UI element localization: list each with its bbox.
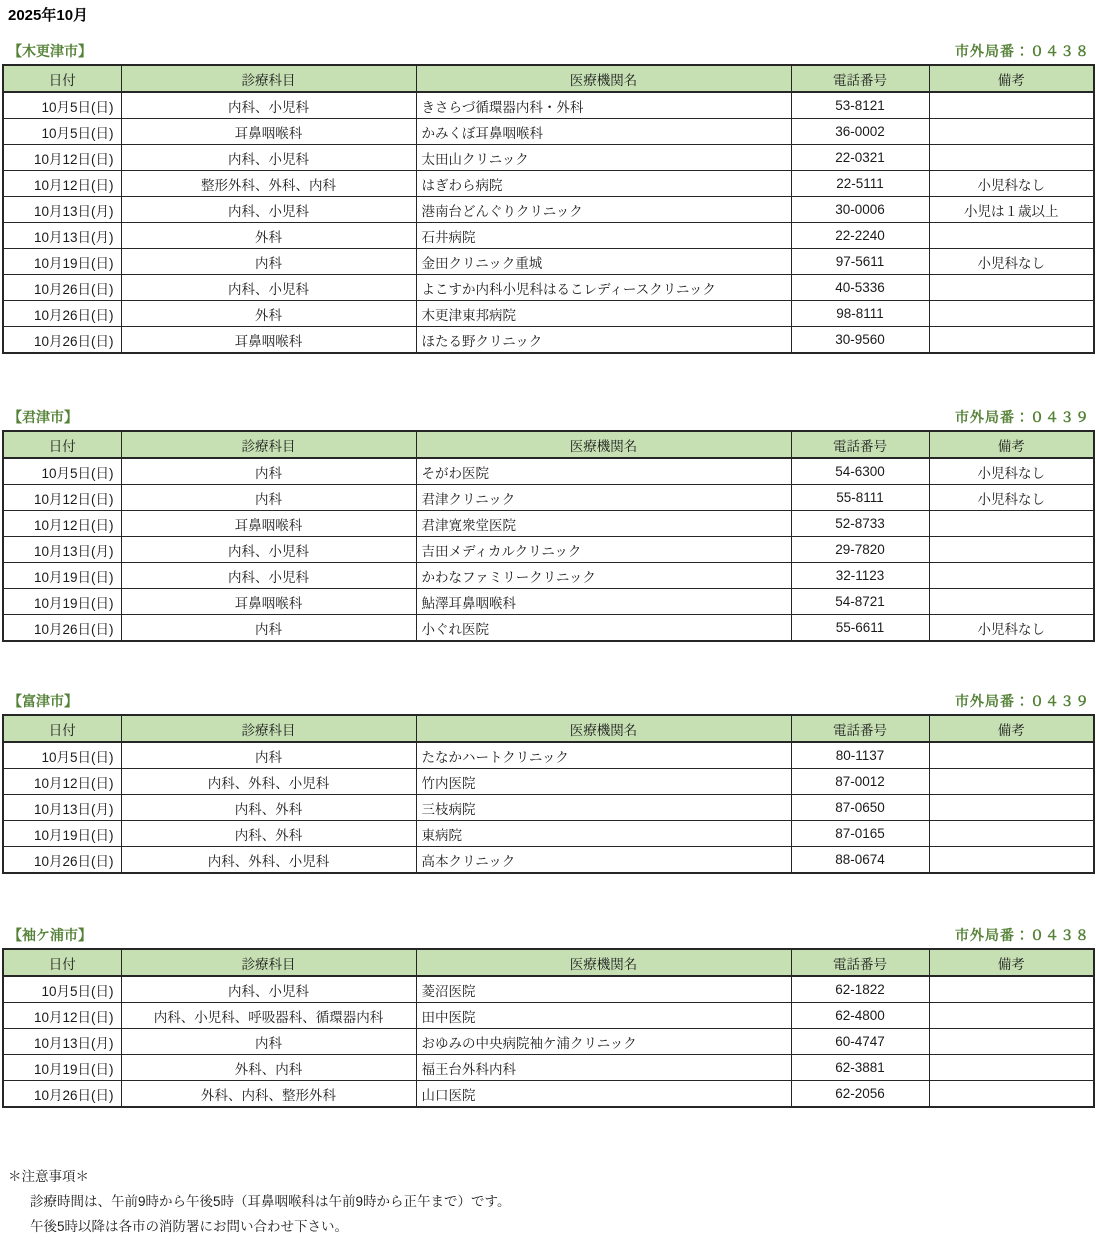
table-row <box>3 1081 1094 1108</box>
cell-note: 小児科なし <box>929 171 1094 197</box>
cell-note <box>929 1081 1094 1108</box>
cell-dept: 耳鼻咽喉科 <box>121 511 416 537</box>
cell-dept: 外科 <box>121 301 416 327</box>
table-row <box>3 275 1094 301</box>
cell-date: 10月5日(日) <box>3 742 121 769</box>
cell-name: 竹内医院 <box>416 769 791 795</box>
schedule-table <box>2 948 1095 1108</box>
cell-dept: 内科、小児科 <box>121 976 416 1003</box>
table-row <box>3 1055 1094 1081</box>
cell-phone: 62-3881 <box>791 1055 929 1081</box>
cell-dept: 耳鼻咽喉科 <box>121 119 416 145</box>
cell-date: 10月13日(月) <box>3 1029 121 1055</box>
section-title: 【君津市】 <box>8 409 78 425</box>
cell-date: 10月26日(日) <box>3 847 121 874</box>
cell-phone: 55-6611 <box>791 615 929 642</box>
cell-date: 10月13日(月) <box>3 795 121 821</box>
cell-note <box>929 847 1094 874</box>
cell-dept: 内科、外科 <box>121 821 416 847</box>
cell-note <box>929 301 1094 327</box>
column-header: 日付 <box>3 65 121 92</box>
cell-note <box>929 145 1094 171</box>
cell-date: 10月19日(日) <box>3 563 121 589</box>
column-header: 診療科目 <box>121 949 416 976</box>
area-code-label: 市外局番：０４３９ <box>955 409 1090 425</box>
cell-date: 10月26日(日) <box>3 275 121 301</box>
table-row <box>3 795 1094 821</box>
cell-dept: 内科 <box>121 1029 416 1055</box>
notes-section <box>8 1164 1096 1239</box>
cell-note <box>929 327 1094 354</box>
cell-phone: 80-1137 <box>791 742 929 769</box>
section-header <box>8 408 1090 426</box>
table-row <box>3 511 1094 537</box>
section-header <box>8 42 1090 60</box>
cell-date: 10月12日(日) <box>3 171 121 197</box>
table-row <box>3 1003 1094 1029</box>
table-row <box>3 742 1094 769</box>
cell-note <box>929 275 1094 301</box>
cell-dept: 内科 <box>121 742 416 769</box>
column-header: 日付 <box>3 715 121 742</box>
table-row <box>3 145 1094 171</box>
table-row <box>3 119 1094 145</box>
column-header: 電話番号 <box>791 65 929 92</box>
cell-note <box>929 821 1094 847</box>
cell-date: 10月13日(月) <box>3 197 121 223</box>
cell-note: 小児は１歳以上 <box>929 197 1094 223</box>
cell-phone: 32-1123 <box>791 563 929 589</box>
cell-phone: 40-5336 <box>791 275 929 301</box>
cell-phone: 52-8733 <box>791 511 929 537</box>
cell-name: はぎわら病院 <box>416 171 791 197</box>
column-header: 医療機関名 <box>416 715 791 742</box>
area-code-label: 市外局番：０４３８ <box>955 927 1090 943</box>
cell-name: かわなファミリークリニック <box>416 563 791 589</box>
cell-date: 10月26日(日) <box>3 615 121 642</box>
table-row <box>3 327 1094 354</box>
cell-dept: 内科、小児科 <box>121 275 416 301</box>
cell-name: 東病院 <box>416 821 791 847</box>
table-row <box>3 223 1094 249</box>
cell-date: 10月19日(日) <box>3 249 121 275</box>
cell-name: 菱沼医院 <box>416 976 791 1003</box>
cell-date: 10月5日(日) <box>3 119 121 145</box>
cell-phone: 60-4747 <box>791 1029 929 1055</box>
schedule-table <box>2 430 1095 642</box>
cell-phone: 55-8111 <box>791 485 929 511</box>
cell-note <box>929 795 1094 821</box>
cell-note <box>929 119 1094 145</box>
section-title: 【袖ケ浦市】 <box>8 927 92 943</box>
cell-name: かみくぼ耳鼻咽喉科 <box>416 119 791 145</box>
column-header: 診療科目 <box>121 65 416 92</box>
cell-date: 10月12日(日) <box>3 769 121 795</box>
column-header: 備考 <box>929 65 1094 92</box>
cell-dept: 内科、外科 <box>121 795 416 821</box>
cell-name: 石井病院 <box>416 223 791 249</box>
cell-note <box>929 1029 1094 1055</box>
cell-phone: 54-8721 <box>791 589 929 615</box>
cell-name: たなかハートクリニック <box>416 742 791 769</box>
cell-note <box>929 1055 1094 1081</box>
cell-name: 君津クリニック <box>416 485 791 511</box>
table-row <box>3 589 1094 615</box>
area-code-label: 市外局番：０４３９ <box>955 693 1090 709</box>
column-header: 診療科目 <box>121 715 416 742</box>
cell-date: 10月5日(日) <box>3 976 121 1003</box>
cell-name: 君津寛衆堂医院 <box>416 511 791 537</box>
table-header-row <box>3 715 1094 742</box>
cell-name: 山口医院 <box>416 1081 791 1108</box>
column-header: 電話番号 <box>791 431 929 458</box>
note-line: 診療時間は、午前9時から午後5時（耳鼻咽喉科は午前9時から正午まで）です。 <box>30 1194 511 1209</box>
cell-dept: 内科 <box>121 615 416 642</box>
cell-phone: 54-6300 <box>791 458 929 485</box>
schedule-table <box>2 64 1095 354</box>
cell-note <box>929 563 1094 589</box>
table-row <box>3 1029 1094 1055</box>
cell-name: 鮎澤耳鼻咽喉科 <box>416 589 791 615</box>
table-row <box>3 485 1094 511</box>
cell-date: 10月19日(日) <box>3 589 121 615</box>
cell-phone: 62-1822 <box>791 976 929 1003</box>
column-header: 日付 <box>3 431 121 458</box>
cell-note: 小児科なし <box>929 249 1094 275</box>
column-header: 電話番号 <box>791 715 929 742</box>
table-header-row <box>3 65 1094 92</box>
cell-phone: 22-2240 <box>791 223 929 249</box>
cell-note <box>929 511 1094 537</box>
cell-dept: 整形外科、外科、内科 <box>121 171 416 197</box>
cell-name: おゆみの中央病院袖ケ浦クリニック <box>416 1029 791 1055</box>
cell-dept: 内科 <box>121 249 416 275</box>
notes-title: ＊注意事項＊ <box>8 1169 89 1184</box>
cell-name: よこすか内科小児科はるこレディースクリニック <box>416 275 791 301</box>
column-header: 医療機関名 <box>416 65 791 92</box>
cell-dept: 内科、小児科 <box>121 563 416 589</box>
cell-phone: 62-4800 <box>791 1003 929 1029</box>
cell-date: 10月12日(日) <box>3 145 121 171</box>
cell-date: 10月26日(日) <box>3 1081 121 1108</box>
cell-name: そがわ医院 <box>416 458 791 485</box>
cell-note: 小児科なし <box>929 485 1094 511</box>
cell-phone: 88-0674 <box>791 847 929 874</box>
cell-name: 吉田メディカルクリニック <box>416 537 791 563</box>
table-header-row <box>3 431 1094 458</box>
cell-dept: 外科 <box>121 223 416 249</box>
cell-phone: 30-9560 <box>791 327 929 354</box>
table-row <box>3 769 1094 795</box>
cell-phone: 62-2056 <box>791 1081 929 1108</box>
cell-dept: 外科、内科 <box>121 1055 416 1081</box>
cell-dept: 外科、内科、整形外科 <box>121 1081 416 1108</box>
cell-date: 10月12日(日) <box>3 1003 121 1029</box>
schedule-table <box>2 714 1095 874</box>
city-section <box>0 408 1096 642</box>
table-row <box>3 615 1094 642</box>
column-header: 電話番号 <box>791 949 929 976</box>
table-row <box>3 197 1094 223</box>
cell-date: 10月5日(日) <box>3 458 121 485</box>
section-title: 【富津市】 <box>8 693 78 709</box>
cell-name: きさらづ循環器内科・外科 <box>416 92 791 119</box>
table-row <box>3 458 1094 485</box>
cell-dept: 内科 <box>121 485 416 511</box>
table-row <box>3 537 1094 563</box>
cell-date: 10月26日(日) <box>3 301 121 327</box>
city-sections <box>0 42 1096 1108</box>
cell-note <box>929 589 1094 615</box>
cell-phone: 87-0165 <box>791 821 929 847</box>
section-header <box>8 692 1090 710</box>
area-code-label: 市外局番：０４３８ <box>955 43 1090 59</box>
table-row <box>3 847 1094 874</box>
cell-dept: 内科、小児科、呼吸器科、循環器内科 <box>121 1003 416 1029</box>
cell-date: 10月26日(日) <box>3 327 121 354</box>
cell-date: 10月19日(日) <box>3 821 121 847</box>
cell-dept: 内科、小児科 <box>121 92 416 119</box>
city-section <box>0 926 1096 1108</box>
cell-name: 高本クリニック <box>416 847 791 874</box>
cell-dept: 内科、小児科 <box>121 197 416 223</box>
cell-note <box>929 742 1094 769</box>
cell-name: 三枝病院 <box>416 795 791 821</box>
cell-phone: 97-5611 <box>791 249 929 275</box>
cell-dept: 内科、小児科 <box>121 537 416 563</box>
column-header: 診療科目 <box>121 431 416 458</box>
table-row <box>3 976 1094 1003</box>
cell-dept: 耳鼻咽喉科 <box>121 589 416 615</box>
city-section <box>0 42 1096 354</box>
column-header: 医療機関名 <box>416 949 791 976</box>
column-header: 医療機関名 <box>416 431 791 458</box>
table-row <box>3 301 1094 327</box>
page-title: 2025年10月 <box>8 7 89 24</box>
cell-name: ほたる野クリニック <box>416 327 791 354</box>
cell-note <box>929 769 1094 795</box>
cell-name: 小ぐれ医院 <box>416 615 791 642</box>
cell-dept: 内科、外科、小児科 <box>121 769 416 795</box>
cell-note <box>929 976 1094 1003</box>
cell-phone: 22-5111 <box>791 171 929 197</box>
table-row <box>3 563 1094 589</box>
column-header: 備考 <box>929 431 1094 458</box>
cell-phone: 98-8111 <box>791 301 929 327</box>
cell-dept: 耳鼻咽喉科 <box>121 327 416 354</box>
cell-note <box>929 1003 1094 1029</box>
cell-dept: 内科、外科、小児科 <box>121 847 416 874</box>
cell-dept: 内科、小児科 <box>121 145 416 171</box>
table-row <box>3 171 1094 197</box>
table-row <box>3 249 1094 275</box>
table-header-row <box>3 949 1094 976</box>
cell-phone: 87-0650 <box>791 795 929 821</box>
cell-note <box>929 537 1094 563</box>
cell-phone: 87-0012 <box>791 769 929 795</box>
table-row <box>3 821 1094 847</box>
cell-note: 小児科なし <box>929 458 1094 485</box>
cell-note <box>929 223 1094 249</box>
column-header: 日付 <box>3 949 121 976</box>
cell-phone: 29-7820 <box>791 537 929 563</box>
cell-note: 小児科なし <box>929 615 1094 642</box>
cell-name: 港南台どんぐりクリニック <box>416 197 791 223</box>
cell-name: 太田山クリニック <box>416 145 791 171</box>
section-title: 【木更津市】 <box>8 43 92 59</box>
cell-date: 10月13日(月) <box>3 223 121 249</box>
cell-phone: 53-8121 <box>791 92 929 119</box>
table-row <box>3 92 1094 119</box>
note-line: 午後5時以降は各市の消防署にお問い合わせ下さい。 <box>30 1219 349 1234</box>
cell-name: 福王台外科内科 <box>416 1055 791 1081</box>
cell-dept: 内科 <box>121 458 416 485</box>
cell-date: 10月12日(日) <box>3 485 121 511</box>
cell-phone: 30-0006 <box>791 197 929 223</box>
cell-phone: 22-0321 <box>791 145 929 171</box>
cell-date: 10月19日(日) <box>3 1055 121 1081</box>
cell-date: 10月5日(日) <box>3 92 121 119</box>
cell-name: 金田クリニック重城 <box>416 249 791 275</box>
cell-note <box>929 92 1094 119</box>
city-section <box>0 692 1096 874</box>
cell-date: 10月12日(日) <box>3 511 121 537</box>
cell-date: 10月13日(月) <box>3 537 121 563</box>
cell-name: 木更津東邦病院 <box>416 301 791 327</box>
column-header: 備考 <box>929 715 1094 742</box>
cell-phone: 36-0002 <box>791 119 929 145</box>
cell-name: 田中医院 <box>416 1003 791 1029</box>
section-header <box>8 926 1090 944</box>
column-header: 備考 <box>929 949 1094 976</box>
